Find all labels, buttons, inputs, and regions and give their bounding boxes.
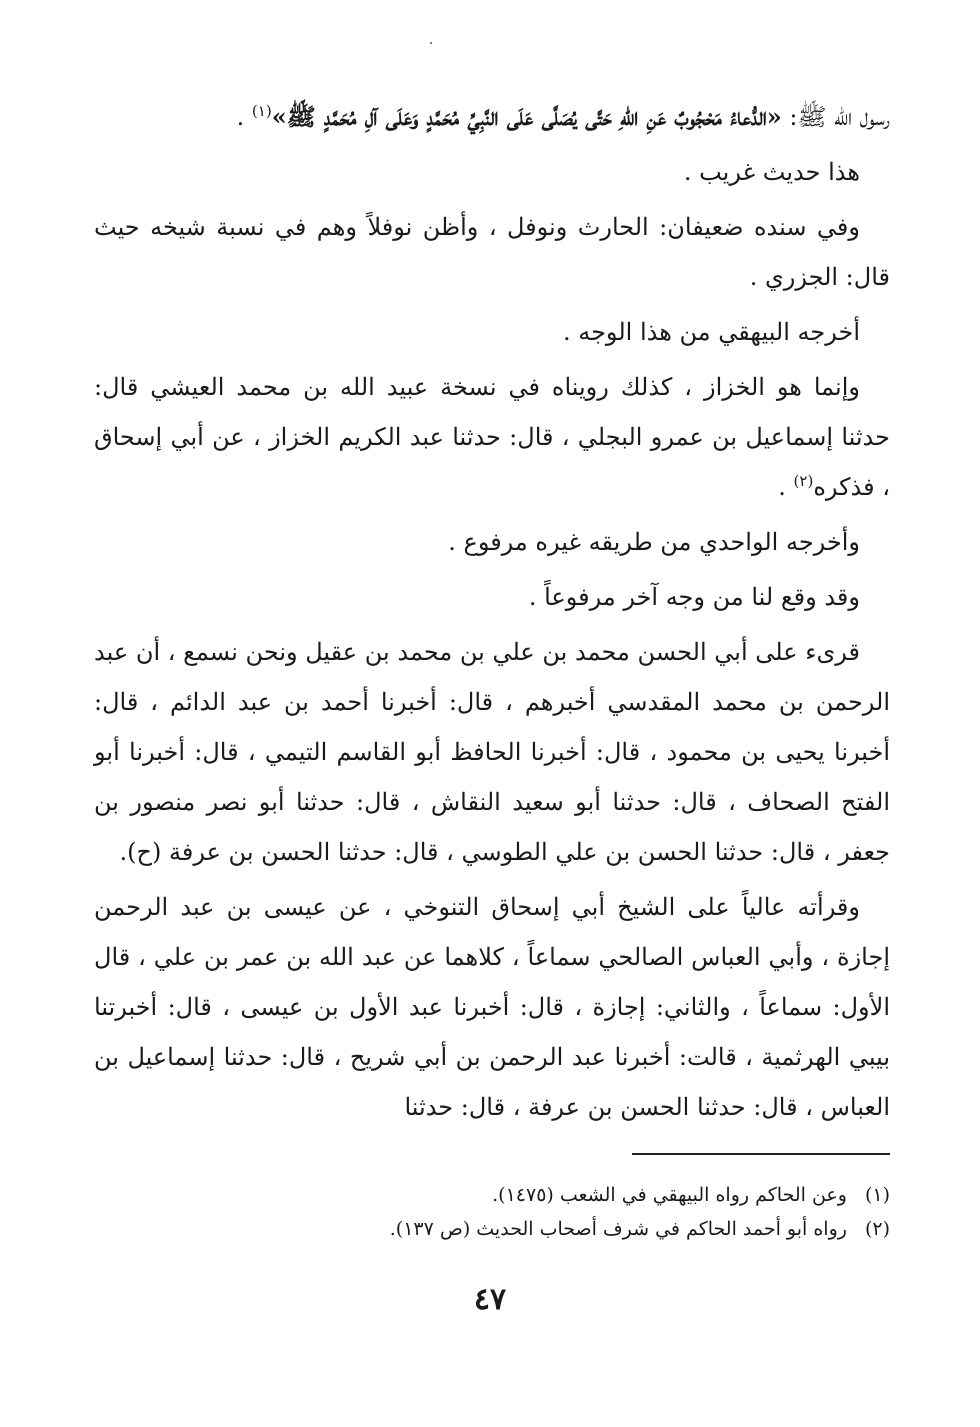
main-text — [94, 92, 890, 1137]
paragraph-tail: . — [236, 103, 252, 131]
paragraph-lead: رسول الله ﷺ: — [781, 103, 890, 131]
paragraph-hadith — [94, 92, 890, 142]
paragraph-wahidi: وأخرجه الواحدي من طريقه غيره مرفوع . — [448, 528, 860, 556]
footnote-text: رواه أبو أحمد الحاكم في شرف أصحاب الحديث (ص ١٣٧). — [389, 1218, 847, 1240]
footnote-number: (١) — [864, 1184, 890, 1206]
paragraph-marfu: وقد وقع لنا من وجه آخر مرفوعاً . — [528, 583, 860, 611]
page-number: ٤٧ — [473, 1282, 507, 1317]
paragraph-chain-weakness: وفي سنده ضعيفان: الحارث ونوفل ، وأظن نوفلاً وهم في نسبة شيخه حيث قال: الجزري . — [94, 213, 890, 291]
footnote-2 — [94, 1212, 890, 1246]
footnote-separator — [632, 1153, 890, 1155]
paragraph-isnad-2: وقرأته عالياً على الشيخ أبي إسحاق التنوخي ، عن عيسى بن عبد الرحمن إجازة ، وأبي العباس الصالحي سماعاً ، كلاهما عن عبد الله بن عمر بن علي ، قال الأول: سماعاً ، والثاني: إجازة ، قال: أخبرنا عبد الأول بن عيسى ، قال: أخبرتنا بيبي الهرثمية ، قالت: أخبرنا عبد الرحمن بن أبي شريح ، قال: حدثنا إسماعيل بن العباس ، قال: حدثنا الحسن بن عرفة ، قال: حدثنا — [94, 893, 890, 1121]
paragraph-bayhaqi: أخرجه البيهقي من هذا الوجه . — [562, 318, 860, 346]
paragraph-tail: . — [778, 473, 794, 501]
paragraph-isnad-1: قرىء على أبي الحسن محمد بن علي بن محمد بن عقيل ونحن نسمع ، أن عبد الرحمن بن محمد المقدسي أخبرهم ، قال: أخبرنا أحمد بن عبد الدائم ، قال: أخبرنا يحيى بن محمود ، قال: أخبرنا الحافظ أبو القاسم التيمي ، قال: أخبرنا أبو الفتح الصحاف ، قال: حدثنا أبو سعيد النقاش ، قال: حدثنا أبو نصر منصور بن جعفر ، قال: حدثنا الحسن بن علي الطوسي ، قال: حدثنا الحسن بن عرفة (ح). — [94, 638, 890, 866]
scan-speck — [430, 42, 432, 44]
footnote-ref-2: (٢) — [793, 472, 814, 490]
footnotes — [94, 1178, 890, 1246]
hadith-quote: «الدُّعاءُ مَحْجُوبٌ عَنِ اللهِ حَتَّى يُصَلَّى عَلَى النَّبِيِّ مُحَمَّدٍ وَعَلَى آلِ مُحَمَّدٍ ﷺ» — [271, 102, 782, 131]
paragraph-body: وإنما هو الخزاز ، كذلك رويناه في نسخة عبيد الله بن محمد العيشي قال: حدثنا إسماعيل بن عمرو البجلي ، قال: حدثنا عبد الكريم الخزاز ، عن أبي إسحاق ، فذكره — [94, 373, 890, 501]
paragraph-grading: هذا حديث غريب . — [683, 158, 860, 186]
footnote-text: وعن الحاكم رواه البيهقي في الشعب (١٤٧٥). — [492, 1184, 847, 1206]
paragraph-khazzaz — [94, 362, 890, 512]
footnote-ref-1: (١) — [251, 102, 272, 120]
footnote-1 — [94, 1178, 890, 1212]
footnote-number: (٢) — [864, 1218, 890, 1240]
